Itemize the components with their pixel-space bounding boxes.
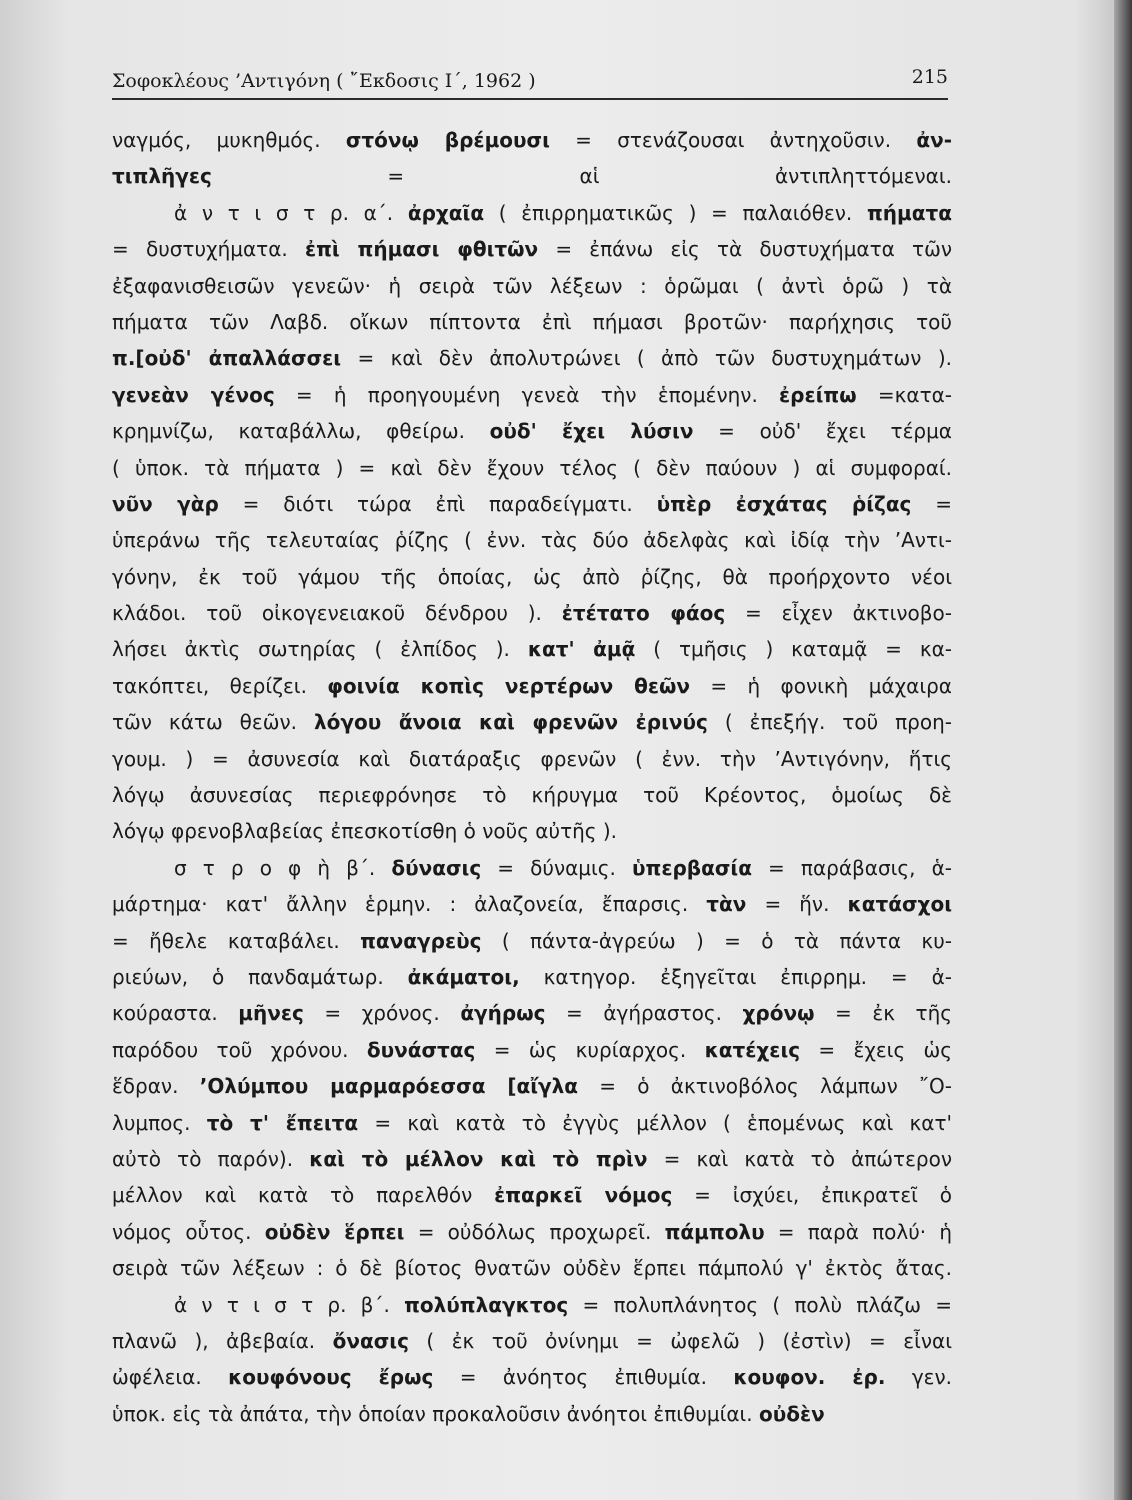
lemma-term: πάμπολυ [664,1219,765,1244]
text-line [112,1177,952,1213]
lemma-term: κατάσχοι [847,892,952,917]
gloss-text: ναγμός, μυκηθμός. [112,128,346,152]
gloss-text: = οὐδόλως προχωρεῖ. [404,1219,665,1244]
gloss-text: = [911,491,952,516]
lemma-term: οὐδὲν [759,1401,825,1426]
lemma-term: τὰν [706,892,747,917]
gloss-text: = ἀγήραστος. [545,1001,743,1026]
gloss-text: μέλλον καὶ κατὰ τὸ παρελθόν [112,1183,495,1208]
gloss-text: = δύναμις. [481,855,632,880]
page-number: 215 [911,66,948,88]
text-line [112,1068,952,1104]
gloss-text: ( ἐκ τοῦ ὀνίνημι = ὠφελῶ ) (ἐστὶν) = εἶναι [408,1328,952,1353]
lemma-term: [οὐδ' ἀπαλλάσσει [135,346,342,371]
gloss-text: κρημνίζω, καταβάλλω, φθείρω. [112,419,490,444]
lemma-term: λόγου ἄνοια καὶ φρενῶν ἐρινύς [313,710,708,735]
gloss-text: ἐξαφανισθεισῶν γενεῶν· ἡ σειρὰ τῶν λέξεων : ὁρῶμαι ( ἀντὶ ὁρῶ ) τὰ [112,273,952,298]
text-line [112,1359,952,1395]
text-line [112,340,952,376]
gloss-text: = ἔχεις ὡς [800,1037,953,1062]
text-line [112,377,952,413]
gloss-text: = πολυπλάνητος ( πολὺ πλάζω = [568,1292,952,1317]
lemma-term: δύνασις [391,855,482,880]
gloss-text: λόγῳ ἀσυνεσίας περιεφρόνησε τὸ κήρυγμα τοῦ Κρέοντος, ὁμοίως δὲ [112,783,952,808]
text-line [112,1287,952,1323]
lemma-term: ἀρχαῖα [407,200,485,225]
gloss-text: = ὁ ἀκτινοβόλος λάμπων ῎Ο- [578,1074,952,1099]
gloss-text: = παρὰ πολύ· ἡ [764,1219,953,1244]
gloss-text: κατηγορ. ἐξηγεῖται ἐπιρρημ. = ἀ- [519,964,952,989]
text-line [112,122,952,158]
gloss-text: = καὶ κατὰ τὸ ἀπώτερον [647,1146,953,1171]
gloss-text: ἀ ν τ ι σ τ ρ. α΄. [174,200,408,225]
gloss-text: πλανῶ ), ἀβεβαία. [112,1328,333,1353]
text-line [112,1214,952,1250]
commentary-text [112,122,952,1432]
text-line [112,1141,952,1177]
lemma-term: στόνῳ βρέμουσι [345,128,550,152]
gloss-text: γόνην, ἐκ τοῦ γάμου τῆς ὁποίας, ὡς ἀπὸ ῥίζης, θὰ προήρχοντο νέοι [112,564,952,589]
text-line [112,995,952,1031]
text-line [112,850,952,886]
gloss-text: = ἐπάνω εἰς τὰ δυστυχήματα τῶν [538,237,952,262]
gloss-text: λήσει ἀκτὶς σωτηρίας ( ἐλπίδος ). [112,637,528,662]
gloss-text: = ἰσχύει, ἐπικρατεῖ ὁ [672,1183,952,1208]
page-header [112,62,948,100]
gloss-text: γεν. [885,1365,952,1390]
text-line [112,1250,952,1286]
gloss-text: πήματα τῶν Λαβδ. οἴκων πίπτοντα ἐπὶ πήμασι βροτῶν· παρήχησις τοῦ [112,309,952,334]
gloss-text: = καὶ δὲν ἀπολυτρώνει ( ἀπὸ τῶν δυστυχημάτων ). [341,346,952,371]
lemma-term: ὑπὲρ ἐσχάτας ῥίζας [656,491,912,516]
gloss-text: ὠφέλεια. [112,1365,229,1390]
gloss-text: ( ἐπεξήγ. τοῦ προη- [707,710,952,735]
gloss-text: μάρτημα· κατ' ἄλλην ἑρμην. : ἀλαζονεία, ἔπαρσις. [112,892,707,917]
text-line [112,704,952,740]
lemma-term: ἀγήρως [460,1001,546,1026]
lemma-term: νῦν γὰρ [112,491,219,516]
lemma-term: φοινία κοπὶς νερτέρων θεῶν [327,673,691,698]
text-line [112,231,952,267]
text-line [112,486,952,522]
gloss-text: σ τ ρ ο φ ὴ β΄. [174,855,392,880]
text-line [112,158,952,194]
gloss-text: = ἐκ τῆς [814,1001,952,1026]
gloss-text: κλάδοι. τοῦ οἰκογενειακοῦ δένδρου ). [112,601,562,626]
lemma-term: ὑπερβασία [632,855,752,880]
page-edge-shadow [1114,0,1132,1500]
lemma-term: οὐδ' ἔχει λύσιν [489,419,694,444]
lemma-term: κατ' ἀμᾷ [527,637,636,662]
gloss-text: κούραστα. [112,1001,239,1026]
lemma-term: πήματα [866,200,952,225]
gloss-text: = αἱ ἀντιπληττόμεναι. [211,164,952,189]
gloss-text: τακόπτει, θερίζει. [112,673,328,698]
text-line [112,1396,952,1432]
lemma-term: χρόνῳ [742,1001,815,1026]
gloss-text: αὐτὸ τὸ παρόν). [112,1146,310,1171]
text-line [112,813,952,849]
text-line [112,304,952,340]
lemma-term: καὶ τὸ μέλλον καὶ τὸ πρὶν [309,1146,648,1171]
gloss-text: τῶν κάτω θεῶν. [112,710,314,735]
gloss-text: ὑπεράνω τῆς τελευταίας ῥίζης ( ἐνν. τὰς δύο ἀδελφὰς καὶ ἰδίᾳ τὴν ’Αντι- [112,528,952,553]
lemma-term: ὄνασις [332,1328,409,1353]
text-line [112,777,952,813]
gloss-text: ἕδραν. [112,1074,200,1099]
running-title: Σοφοκλέους ’Αντιγόνη ( ῎Εκδοσις Ι΄, 1962 ) [112,70,536,92]
text-line [112,886,952,922]
lemma-term: μῆνες [238,1001,304,1026]
text-line [112,413,952,449]
gloss-text: νόμος οὗτος. [112,1219,265,1244]
text-line [112,268,952,304]
lemma-term: τιπλῆγες [112,164,212,189]
text-line [112,1323,952,1359]
gloss-text: σειρὰ τῶν λέξεων : ὁ δὲ βίοτος θνατῶν οὐδὲν ἕρπει πάμπολύ γ' ἐκτὸς ἄτας. [112,1256,952,1281]
gloss-text: = ἡ φονικὴ μάχαιρα [690,673,952,698]
lemma-term: π. [112,346,136,371]
text-line [112,195,952,231]
lemma-term: ἀκάματοι, [407,964,520,989]
lemma-term: κουφόνους ἔρως [228,1365,434,1390]
text-line [112,959,952,995]
lemma-term: οὐδὲν ἕρπει [264,1219,405,1244]
gloss-text: = καὶ κατὰ τὸ ἐγγὺς μέλλον ( ἑπομένως καὶ κατ' [358,1110,952,1135]
lemma-term: ἐπὶ πήμασι φθιτῶν [304,237,539,262]
gloss-text: λόγῳ φρενοβλαβείας ἐπεσκοτίσθη ὁ νοῦς αὐτῆς ). [112,819,618,844]
lemma-term: κουφον. ἐρ. [733,1365,886,1390]
text-line [112,631,952,667]
text-line [112,1105,952,1141]
gloss-text: =κατα- [856,382,953,407]
lemma-term: ἀν- [916,128,953,152]
gloss-text: ( ὑποκ. τὰ πήματα ) = καὶ δὲν ἔχουν τέλος ( δὲν παύουν ) αἱ συμφοραί. [112,455,952,480]
gloss-text: = στενάζουσαι ἀντηχοῦσιν. [549,128,917,152]
gloss-text: ( πάντα-ἀγρεύω ) = ὁ τὰ πάντα κυ- [481,928,952,953]
lemma-term: δυνάστας [366,1037,476,1062]
gloss-text: ( ἐπιρρηματικῶς ) = παλαιόθεν. [484,200,867,225]
gloss-text: = παράβασις, ἁ- [751,855,952,880]
gloss-text: = διότι τώρα ἐπὶ παραδείγματι. [218,491,657,516]
lemma-term: πολύπλαγκτος [404,1292,569,1317]
gloss-text: = εἶχεν ἀκτινοβο- [725,601,952,626]
text-line [112,595,952,631]
lemma-term: τὸ τ' ἔπειτα [206,1110,359,1135]
lemma-term: κατέχεις [704,1037,801,1062]
gloss-text: = ἤθελε καταβάλει. [112,928,361,953]
gloss-text: = οὐδ' ἔχει τέρμα [693,419,952,444]
text-line [112,450,952,486]
gloss-text: ὑποκ. εἰς τὰ ἀπάτα, τὴν ὁποίαν προκαλοῦσιν ἀνόητοι ἐπιθυμίαι. [112,1401,760,1426]
text-line [112,741,952,777]
lemma-term: γενεὰν γένος [112,382,275,407]
lemma-term: ἐπαρκεῖ νόμος [494,1183,673,1208]
gloss-text: ( τμῆσις ) καταμᾷ = κα- [635,637,953,662]
text-line [112,923,952,959]
gloss-text: = ἡ προηγουμένη γενεὰ τὴν ἑπομένην. [274,382,780,407]
gloss-text: ἀ ν τ ι σ τ ρ. β΄. [174,1292,405,1317]
text-line [112,559,952,595]
gloss-text: = ἥν. [746,892,848,917]
text-line [112,668,952,704]
gloss-text: γουμ. ) = ἀσυνεσία καὶ διατάραξις φρενῶν ( ἐνν. τὴν ’Αντιγόνην, ἥτις [112,746,952,771]
lemma-term: παναγρεὺς [360,928,482,953]
gloss-text: παρόδου τοῦ χρόνου. [112,1037,367,1062]
gloss-text: = δυστυχήματα. [112,237,305,262]
lemma-term: ’Ολύμπου μαρμαρόεσσα [αἴγλα [199,1074,579,1099]
text-line [112,522,952,558]
gloss-text: = ὡς κυρίαρχος. [475,1037,705,1062]
text-line [112,1032,952,1068]
lemma-term: ἐρείπω [779,382,857,407]
gloss-text: = χρόνος. [303,1001,461,1026]
gloss-text: ριεύων, ὁ πανδαμάτωρ. [112,964,408,989]
lemma-term: ἐτέτατο φάος [561,601,726,626]
gloss-text: λυμπος. [112,1110,207,1135]
gloss-text: = ἀνόητος ἐπιθυμία. [433,1365,734,1390]
